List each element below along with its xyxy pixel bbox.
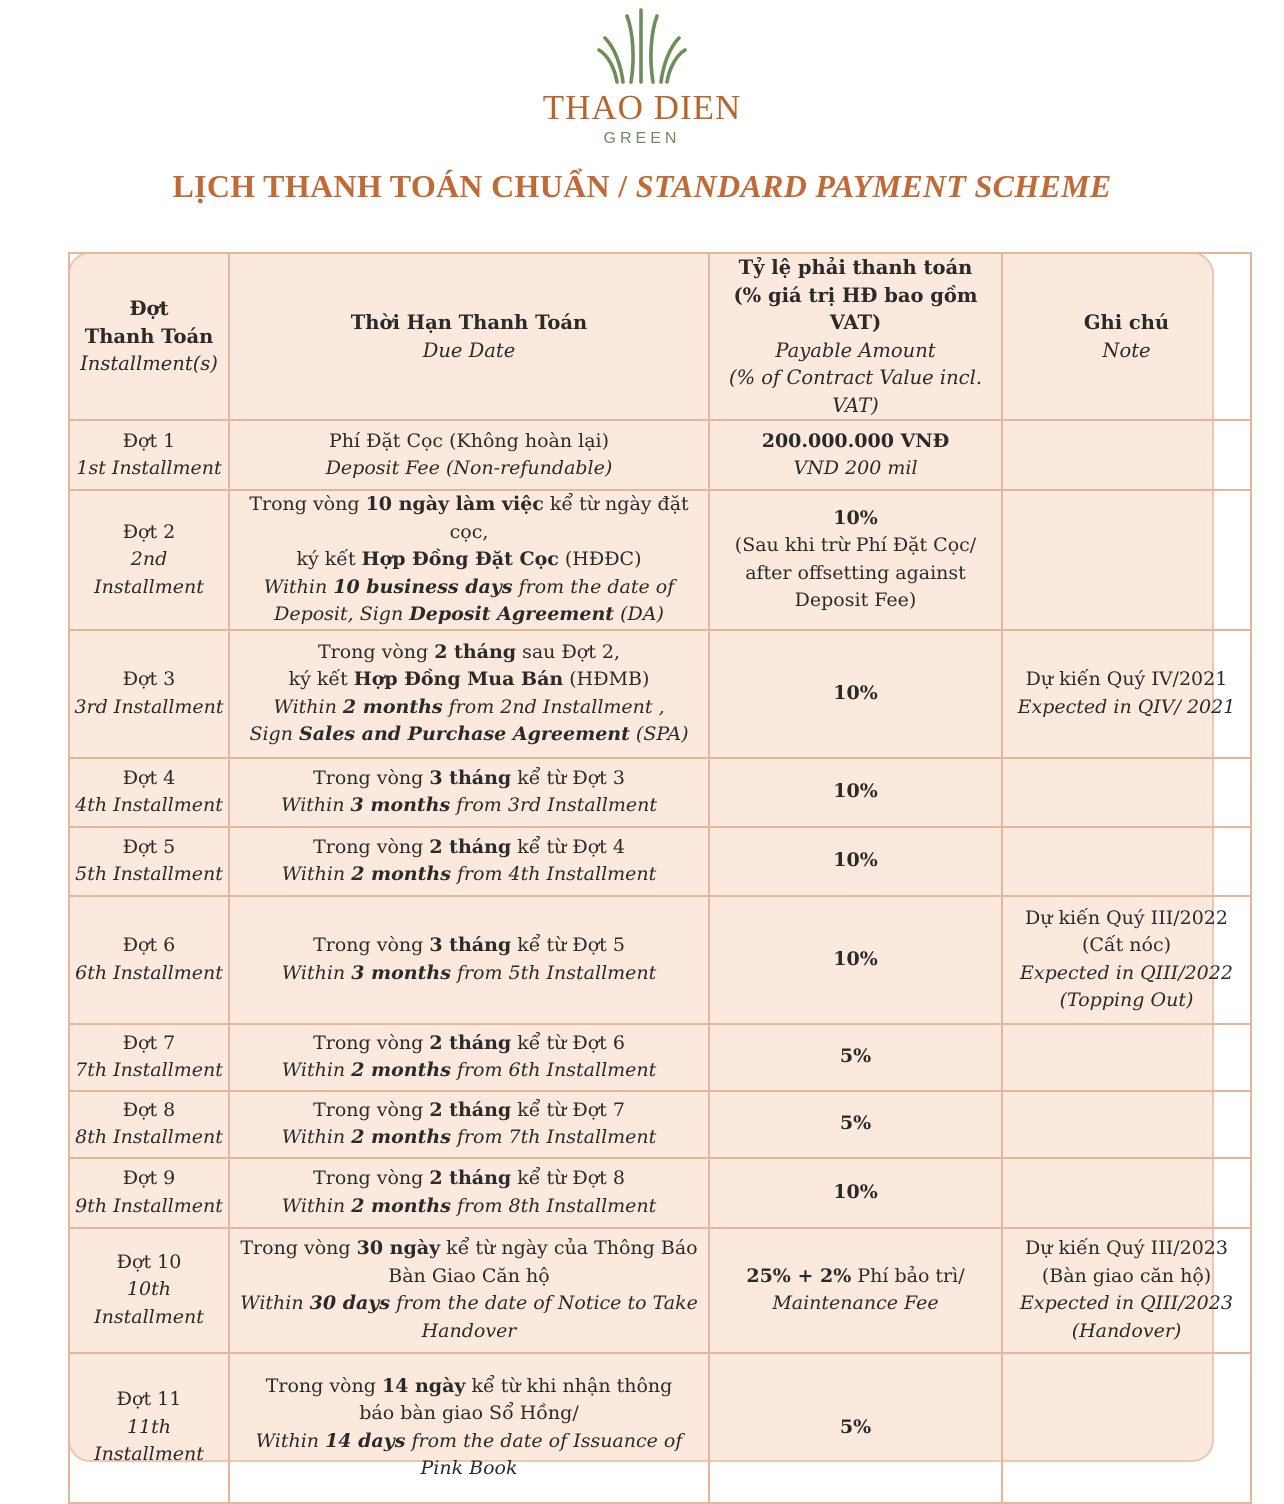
header-payable-amount [709, 253, 1002, 420]
due-date-cell [229, 1353, 709, 1503]
installment-vi: Đợt 5 [122, 835, 176, 858]
installment-cell [69, 1024, 229, 1091]
amount-text [714, 1263, 997, 1291]
note-text: Dự kiến Quý III/2022 [1025, 906, 1228, 929]
page-title [0, 168, 1284, 205]
title-en: STANDARD PAYMENT SCHEME [635, 168, 1112, 204]
due-part: Trong vòng [313, 835, 430, 858]
header-text: Ghi chú [1083, 311, 1170, 334]
header-installment [69, 253, 229, 420]
note-cell [1002, 630, 1251, 758]
note-cell [1002, 896, 1251, 1024]
installment-en: 10th Installment [94, 1278, 204, 1328]
amount-cell [709, 1091, 1002, 1158]
amount-text: 5% [839, 1415, 872, 1438]
note-text: Dự kiến Quý IV/2021 [1025, 668, 1228, 690]
due-date-cell [229, 420, 709, 490]
due-part: 3 tháng [429, 766, 512, 789]
due-text [234, 639, 704, 667]
due-text [234, 1235, 704, 1263]
due-part: Sales and Purchase Agreement [299, 723, 630, 745]
note-text: (Bàn giao căn hộ) [1041, 1264, 1212, 1287]
note-text: (Handover) [1071, 1319, 1182, 1342]
amount-text: 5% [839, 1045, 872, 1068]
amount-part: 25% + 2% [746, 1264, 852, 1287]
amount-text: 10% [833, 947, 878, 970]
amount-text: after offsetting against [745, 561, 966, 584]
amount-part: Phí bảo trì/ [851, 1264, 965, 1287]
due-part: Within [255, 1429, 326, 1452]
title-vi: LỊCH THANH TOÁN CHUẨN / [172, 168, 636, 204]
header-text: Thời Hạn Thanh Toán [350, 311, 588, 334]
due-part: Within [281, 1194, 352, 1217]
amount-text: VND 200 mil [793, 457, 918, 479]
table-row [69, 827, 1251, 896]
table-row [69, 758, 1251, 827]
due-text [234, 491, 704, 546]
due-part: (DA) [614, 603, 664, 625]
header-text: Installment(s) [80, 352, 218, 376]
due-part: from the date of Notice to Take [390, 1292, 698, 1314]
installment-en: 5th Installment [75, 863, 223, 885]
installment-vi: Đợt 11 [116, 1388, 182, 1411]
due-date-cell [229, 630, 709, 758]
due-part: Deposit Agreement [409, 603, 615, 625]
due-text: Handover [421, 1319, 517, 1342]
due-date-cell [229, 490, 709, 630]
due-part: Sign [249, 723, 299, 745]
note-cell [1002, 420, 1251, 490]
table-row [69, 1353, 1251, 1503]
due-text [234, 546, 704, 574]
note-text: Expected in QIII/2022 [1020, 961, 1233, 984]
due-part: kể từ ngày đặt cọc, [449, 493, 689, 543]
due-part: sau Đợt 2, [516, 640, 621, 663]
amount-text: Deposit Fee) [794, 589, 917, 612]
due-part: kể từ ngày của Thông Báo [440, 1237, 698, 1259]
installment-cell [69, 1228, 229, 1353]
due-text [234, 666, 704, 694]
due-text [234, 1030, 704, 1058]
table-row [69, 630, 1251, 758]
installment-en: 9th Installment [75, 1194, 223, 1217]
due-text [234, 792, 704, 820]
amount-text: 5% [839, 1112, 872, 1135]
amount-text: 200.000.000 VNĐ [761, 429, 950, 452]
logo [0, 8, 1284, 148]
due-part: Trong vòng [313, 934, 430, 956]
due-text [234, 1097, 704, 1125]
due-part: kể từ Đợt 6 [511, 1031, 625, 1054]
header-text: Đợt [129, 297, 169, 321]
due-part: Within [240, 1292, 310, 1314]
due-part: 2 tháng [429, 835, 512, 858]
header-note [1002, 253, 1251, 420]
due-part: from 7th Installment [450, 1126, 657, 1148]
due-text [234, 574, 704, 602]
amount-cell [709, 420, 1002, 490]
table-row [69, 490, 1251, 630]
amount-cell [709, 1228, 1002, 1353]
note-cell [1002, 490, 1251, 630]
table-row [69, 1228, 1251, 1353]
due-date-cell [229, 1024, 709, 1091]
installment-en: 6th Installment [75, 961, 223, 984]
note-cell [1002, 827, 1251, 896]
due-text [234, 932, 704, 960]
installment-en: 8th Installment [75, 1126, 223, 1148]
due-part: Trong vòng [265, 1374, 382, 1397]
due-part: kể từ Đợt 8 [511, 1167, 625, 1189]
due-part: (HĐMB) [563, 668, 650, 690]
due-part: Within [281, 961, 352, 984]
due-part: from 4th Installment [450, 863, 657, 885]
due-part: 10 ngày làm việc [365, 493, 544, 515]
note-text: Expected in QIV/ 2021 [1017, 695, 1236, 718]
amount-cell [709, 1024, 1002, 1091]
due-text [234, 721, 704, 749]
due-date-cell [229, 758, 709, 827]
installment-en: 2nd Installment [94, 548, 204, 598]
due-text [234, 1290, 704, 1318]
due-text: báo bàn giao Sổ Hồng/ [359, 1402, 579, 1424]
installment-cell [69, 1091, 229, 1158]
due-part: from 5th Installment [450, 961, 657, 984]
amount-cell [709, 827, 1002, 896]
due-date-cell [229, 1158, 709, 1228]
due-part: from 8th Installment [450, 1194, 657, 1217]
due-part: 2 tháng [429, 1031, 512, 1054]
due-part: 30 ngày [356, 1237, 441, 1259]
due-part: ký kết [288, 668, 354, 690]
due-part: 2 months [351, 1126, 451, 1148]
brand-subtitle: GREEN [603, 130, 681, 147]
header-text: Note [1102, 338, 1151, 362]
brand-name: THAO DIEN [542, 88, 742, 127]
due-part: ký kết [296, 548, 362, 570]
installment-vi: Đợt 8 [122, 1098, 176, 1121]
note-cell [1002, 1091, 1251, 1158]
due-part: 2 months [351, 1194, 451, 1217]
installment-vi: Đợt 2 [122, 520, 176, 543]
due-part: kể từ Đợt 3 [511, 766, 625, 789]
due-text [234, 765, 704, 793]
due-text [234, 834, 704, 862]
note-text: (Cất nóc) [1082, 934, 1171, 956]
payment-table [68, 252, 1236, 1479]
due-text [234, 1057, 704, 1085]
amount-cell [709, 630, 1002, 758]
note-text: Dự kiến Quý III/2023 [1025, 1237, 1228, 1259]
note-cell [1002, 1024, 1251, 1091]
installment-cell [69, 758, 229, 827]
table-row [69, 1024, 1251, 1091]
due-part: 30 days [309, 1292, 391, 1314]
due-part: from the date of [512, 575, 675, 598]
due-text [234, 861, 704, 889]
due-part: Hợp Đồng Mua Bán [353, 668, 564, 690]
note-cell [1002, 1353, 1251, 1503]
due-part: Trong vòng [313, 1167, 430, 1189]
installment-en: 3rd Installment [74, 695, 224, 718]
installment-vi: Đợt 1 [122, 429, 176, 452]
amount-text: Maintenance Fee [772, 1292, 939, 1314]
due-text [234, 1165, 704, 1193]
due-date-cell [229, 1091, 709, 1158]
due-text: Pink Book [420, 1457, 518, 1479]
installment-en: 11th Installment [94, 1415, 204, 1466]
due-part: 14 days [325, 1429, 406, 1452]
header-text: Thanh Toán [84, 324, 214, 348]
due-part: 3 tháng [429, 934, 512, 956]
installment-vi: Đợt 6 [122, 934, 176, 956]
due-part: Within [263, 575, 334, 598]
header-due-date [229, 253, 709, 420]
table-header-row [69, 253, 1251, 420]
due-part: from the date of Issuance of [405, 1429, 683, 1452]
header-text: Payable Amount [775, 338, 936, 362]
installment-cell [69, 1158, 229, 1228]
due-part: kể từ khi nhận thông [465, 1374, 673, 1397]
amount-text: 10% [833, 681, 878, 704]
header-text: (% of Contract Value incl. VAT) [728, 366, 983, 417]
installment-en: 1st Installment [76, 457, 222, 479]
due-part: Within [281, 1059, 352, 1081]
installment-vi: Đợt 3 [122, 668, 176, 690]
amount-text: 10% [833, 849, 878, 872]
due-part: 3 months [351, 961, 451, 984]
installment-en: 4th Installment [75, 794, 223, 816]
due-part: Trong vòng [313, 766, 430, 789]
installment-cell [69, 420, 229, 490]
due-text [234, 601, 704, 629]
header-text: Due Date [422, 338, 516, 362]
header-text: Tỷ lệ phải thanh toán [738, 256, 973, 279]
table-row [69, 1091, 1251, 1158]
due-text: Phí Đặt Cọc (Không hoàn lại) [328, 429, 610, 452]
due-part: 2 tháng [434, 640, 517, 663]
note-text: Expected in QIII/2023 [1020, 1292, 1233, 1314]
note-cell [1002, 758, 1251, 827]
due-part: Within [281, 794, 351, 816]
due-part: Within [281, 863, 352, 885]
due-part: Trong vòng [249, 493, 366, 515]
due-text: Bàn Giao Căn hộ [388, 1264, 550, 1287]
due-part: Trong vòng [240, 1237, 357, 1259]
amount-text: (Sau khi trừ Phí Đặt Cọc/ [734, 534, 977, 557]
due-part: from 6th Installment [450, 1059, 657, 1081]
note-text: (Topping Out) [1059, 989, 1194, 1011]
due-part: 14 ngày [381, 1374, 466, 1397]
due-part: kể từ Đợt 7 [511, 1098, 625, 1121]
table-row [69, 1158, 1251, 1228]
due-part: (HĐĐC) [558, 548, 642, 570]
installment-cell [69, 630, 229, 758]
due-part: 3 months [350, 794, 451, 816]
due-part: Within [281, 1126, 352, 1148]
amount-text: 10% [833, 506, 878, 529]
due-part: Hợp Đồng Đặt Cọc [361, 548, 559, 570]
due-part: Trong vòng [313, 1031, 430, 1054]
amount-cell [709, 758, 1002, 827]
due-part: Trong vòng [317, 640, 435, 663]
due-part: from 3rd Installment [450, 794, 657, 816]
amount-cell [709, 1158, 1002, 1228]
amount-text: 10% [833, 1180, 878, 1203]
table-row [69, 420, 1251, 490]
due-part: 2 months [351, 1059, 451, 1081]
due-date-cell [229, 896, 709, 1024]
due-text [234, 960, 704, 988]
installment-vi: Đợt 7 [122, 1031, 176, 1054]
installment-vi: Đợt 10 [116, 1250, 182, 1273]
grass-logo-icon [597, 8, 687, 86]
due-part: Trong vòng [313, 1098, 430, 1121]
installment-cell [69, 1353, 229, 1503]
due-text [234, 1428, 704, 1456]
due-part: kể từ Đợt 5 [511, 934, 625, 956]
table-row [69, 896, 1251, 1024]
due-date-cell [229, 827, 709, 896]
due-part: Within [273, 695, 343, 718]
amount-text: 10% [833, 780, 878, 803]
due-part: 2 months [351, 863, 451, 885]
installment-vi: Đợt 4 [122, 766, 176, 789]
note-cell [1002, 1158, 1251, 1228]
amount-cell [709, 896, 1002, 1024]
due-text: Deposit Fee (Non-refundable) [325, 457, 613, 479]
due-text [234, 1193, 704, 1221]
installment-cell [69, 490, 229, 630]
due-part: Deposit, Sign [274, 603, 410, 625]
due-text [234, 1124, 704, 1152]
due-part: (SPA) [629, 723, 689, 745]
due-part: from 2nd Installment , [442, 695, 665, 718]
due-part: 2 tháng [429, 1098, 512, 1121]
due-part: kể từ Đợt 4 [511, 835, 625, 858]
due-text [234, 1373, 704, 1401]
installment-en: 7th Installment [75, 1059, 223, 1081]
due-part: 10 business days [333, 575, 513, 598]
installment-cell [69, 827, 229, 896]
installment-vi: Đợt 9 [122, 1167, 176, 1189]
note-cell [1002, 1228, 1251, 1353]
due-text [234, 694, 704, 722]
amount-cell [709, 1353, 1002, 1503]
due-part: 2 tháng [429, 1167, 512, 1189]
header-text: (% giá trị HĐ bao gồm VAT) [733, 283, 978, 334]
due-part: 2 months [342, 695, 443, 718]
installment-cell [69, 896, 229, 1024]
amount-cell [709, 490, 1002, 630]
due-date-cell [229, 1228, 709, 1353]
